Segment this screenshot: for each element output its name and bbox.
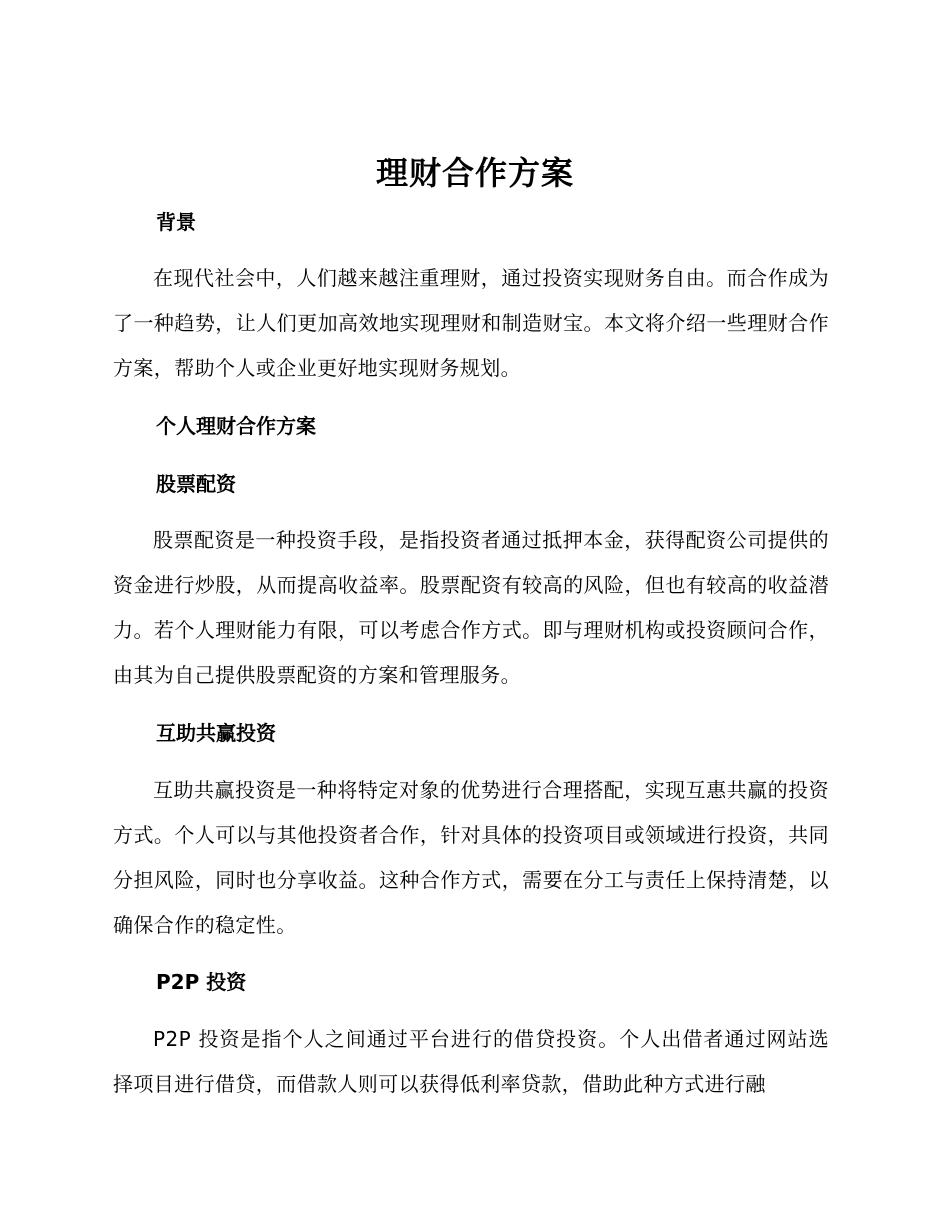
paragraph-stock-margin: 股票配资是一种投资手段，是指投资者通过抵押本金，获得配资公司提供的资金进行炒股，从而提高收益率。股票配资有较高的风险，但也有较高的收益潜力。若个人理财能力有限，可以考虑合作方式。即与理财机构或投资顾问合作，由其为自己提供股票配资的方案和管理服务。: [113, 528, 829, 687]
section-heading-personal-plan: 个人理财合作方案: [156, 414, 316, 438]
paragraph-p2p: P2P 投资是指个人之间通过平台进行的借贷投资。个人出借者通过网站选择项目进行借贷，而借款人则可以获得低利率贷款，借助此种方式进行融: [113, 1027, 829, 1096]
section-heading-stock-margin: 股票配资: [156, 472, 236, 496]
section-heading-p2p: P2P 投资: [156, 970, 247, 994]
paragraph-background: 在现代社会中，人们越来越注重理财，通过投资实现财务自由。而合作成为了一种趋势，让人们更加高效地实现理财和制造财宝。本文将介绍一些理财合作方案，帮助个人或企业更好地实现财务规划。: [113, 266, 829, 380]
section-heading-background: 背景: [156, 210, 196, 234]
document-title: 理财合作方案: [375, 154, 574, 192]
section-heading-mutual-investment: 互助共赢投资: [156, 721, 276, 745]
paragraph-mutual-investment: 互助共赢投资是一种将特定对象的优势进行合理搭配，实现互惠共赢的投资方式。个人可以与其他投资者合作，针对具体的投资项目或领域进行投资，共同分担风险，同时也分享收益。这种合作方式，需要在分工与责任上保持清楚，以确保合作的稳定性。: [113, 778, 829, 937]
